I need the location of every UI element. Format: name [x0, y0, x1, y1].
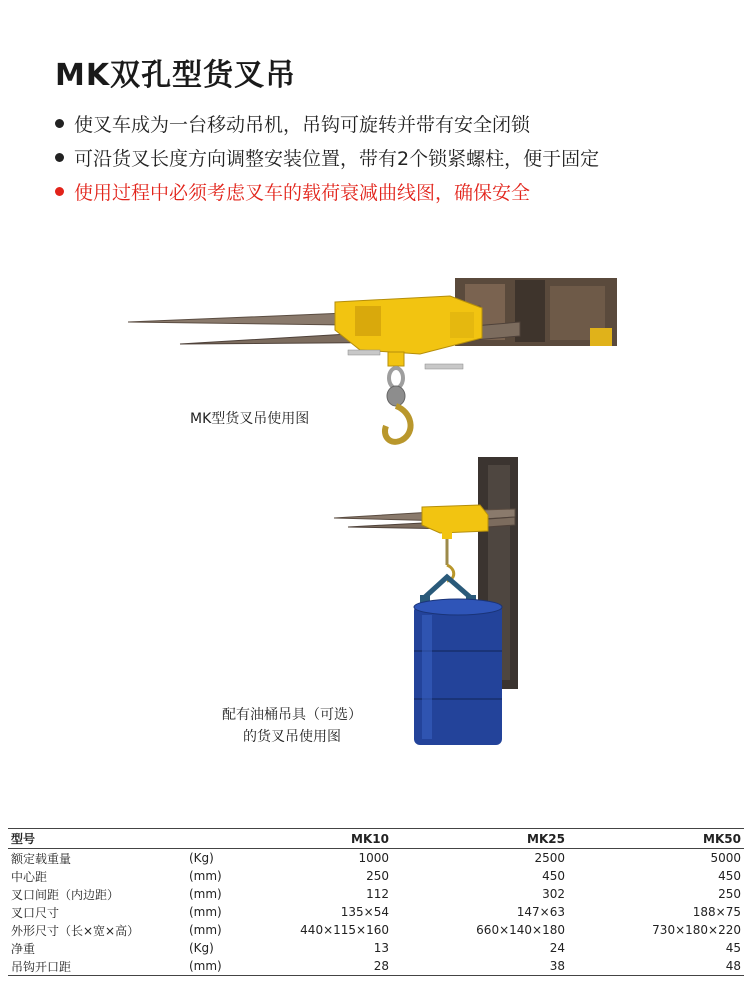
- photo2-caption-line2: 的货叉吊使用图: [243, 729, 341, 745]
- row-label: 叉口间距（内边距）: [11, 887, 120, 902]
- row-value: 450: [542, 869, 565, 883]
- row-value: 112: [366, 887, 389, 901]
- warning-text: 使用过程中必须考虑叉车的载荷衰减曲线图，确保安全: [74, 181, 531, 204]
- row-value: 45: [725, 941, 741, 955]
- row-value: 250: [366, 869, 389, 883]
- row-unit: (mm): [189, 869, 222, 883]
- row-value: 38: [549, 959, 565, 973]
- bullet-dot-icon: [55, 153, 64, 162]
- warning-item: [55, 174, 599, 208]
- header-model: MK25: [392, 829, 568, 849]
- header-label: 型号: [8, 829, 186, 849]
- row-value: 2500: [534, 851, 565, 865]
- row-label: 吊钩开口距: [11, 959, 72, 974]
- row-label: 中心距: [11, 869, 48, 884]
- table-row: [8, 921, 744, 939]
- table-row: [8, 939, 744, 957]
- feature-list: [55, 106, 599, 208]
- photo2-caption-line1: 配有油桶吊具（可选）: [222, 707, 362, 723]
- row-value: 450: [718, 869, 741, 883]
- row-value: 28: [373, 959, 389, 973]
- row-label: 额定载重量: [11, 851, 72, 866]
- row-value: 250: [718, 887, 741, 901]
- row-value: 730×180×220: [652, 923, 741, 937]
- photo1-caption: MK型货叉吊使用图: [190, 411, 310, 427]
- spec-table: [8, 828, 744, 976]
- row-value: 48: [725, 959, 741, 973]
- row-label: 净重: [11, 941, 36, 956]
- feature-text: 可沿货叉长度方向调整安装位置，带有2个锁紧螺柱，便于固定: [74, 147, 600, 170]
- row-value: 1000: [358, 851, 389, 865]
- row-value: 24: [549, 941, 565, 955]
- row-value: 302: [542, 887, 565, 901]
- row-label: 外形尺寸（长×宽×高）: [11, 923, 140, 938]
- row-label: 叉口尺寸: [11, 905, 60, 920]
- feature-text: 使叉车成为一台移动吊机，吊钩可旋转并带有安全闭锁: [74, 113, 531, 136]
- feature-item: [55, 106, 599, 140]
- header-model: MK10: [234, 829, 392, 849]
- table-row: [8, 867, 744, 885]
- row-unit: (mm): [189, 905, 222, 919]
- row-unit: (mm): [189, 887, 222, 901]
- table-row: [8, 903, 744, 921]
- table-row: [8, 849, 744, 868]
- row-unit: (mm): [189, 923, 222, 937]
- row-value: 135×54: [340, 905, 389, 919]
- page-title: MK双孔型货叉吊: [55, 58, 297, 93]
- row-value: 188×75: [692, 905, 741, 919]
- row-value: 5000: [710, 851, 741, 865]
- table-row: [8, 885, 744, 903]
- row-unit: (Kg): [189, 941, 214, 955]
- bullet-dot-icon: [55, 187, 64, 196]
- row-value: 147×63: [516, 905, 565, 919]
- row-value: 13: [373, 941, 389, 955]
- row-value: 440×115×160: [300, 923, 389, 937]
- row-unit: (mm): [189, 959, 222, 973]
- bullet-dot-icon: [55, 119, 64, 128]
- table-row: [8, 957, 744, 976]
- feature-item: [55, 140, 599, 174]
- table-header-row: [8, 829, 744, 849]
- row-unit: (Kg): [189, 851, 214, 865]
- row-value: 660×140×180: [476, 923, 565, 937]
- photo2-caption: [222, 704, 362, 748]
- header-model: MK50: [568, 829, 744, 849]
